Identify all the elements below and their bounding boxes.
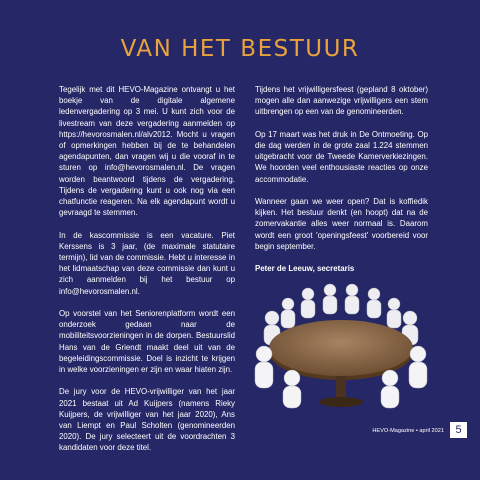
paragraph-mobility-research: Op voorstel van het Seniorenplatform wordt een onderzoek gedaan naar de mobiliteitsvoorzieningen in de dorpen. Bestuurslid Hans van de Griendt maakt deel uit van de begeleidingscommissie. Doel is inzicht te krijgen in welke voorzieningen er zijn en waar hiaten zijn. — [59, 309, 235, 375]
paragraph-volunteer-party: Tijdens het vrijwilligersfeest (gepland 8 oktober) mogen alle dan aanwezige vrijwilligers een stem uitbrengen op een van de genomineerden. — [255, 85, 428, 117]
page-title: VAN HET BESTUUR — [120, 36, 360, 62]
paragraph-reopening: Wanneer gaan we weer open? Dat is koffiedik kijken. Het bestuur denkt (en hoopt) dat na de zomervakantie alles weer normaal is. Daarom wordt een groot 'openingsfeest' voorbereid voor begin september. — [255, 197, 428, 251]
page-number: 5 — [450, 422, 467, 438]
right-column — [255, 84, 428, 286]
paragraph-agm: Tegelijk met dit HEVO-Magazine ontvangt u het boekje van de digitale algemene ledenvergadering op 3 mei. U kunt zich voor de livestream van deze vergadering aanmelden op https://hevorosmalen.nl/alv2012. Mocht u vragen of opmerkingen hebben bij de te behandelen agendapunten, dan vragen wij u die vooraf in te sturen op info@hevorosmalen.nl. De vragen worden beantwoord tijdens de vergadering. Tijdens de vergadering kunt u ook nog via een chatfunctie reageren. Na elk agendapunt wordt u gevraagd te stemmen. — [59, 85, 235, 218]
left-column — [59, 84, 235, 465]
footer-text: HEVO-Magazine • april 2021 — [372, 428, 444, 434]
meeting-table-illustration — [250, 282, 432, 412]
paragraph-volunteer-jury: De jury voor de HEVO-vrijwilliger van het jaar 2021 bestaat uit Ad Kuijpers (namens Rieky Kuijpers, de vrijwilliger van het jaar 2020), Ans van Liempt en Paul Scholten (genomineerden 2020). De jury selecteert uit de voordrachten 3 kandidaten voor deze titel. — [59, 387, 235, 453]
signature: Peter de Leeuw, secretaris — [255, 264, 355, 274]
paragraph-elections: Op 17 maart was het druk in De Ontmoeting. Op die dag werden in de grote zaal 1.224 stemmen uitgebracht voor de Tweede Kamerverkiezingen. We hoorden veel enthousiaste reacties op onze accommodatie. — [255, 129, 428, 184]
paragraph-audit-committee: In de kascommissie is een vacature. Piet Kerssens is 3 jaar, (de maximale statutaire termijn), lid van de commissie. Hebt u interesse in het lidmaatschap van deze commissie dan kunt u zich aanmelden bij het bestuur op info@hevorosmalen.nl. — [59, 230, 235, 296]
